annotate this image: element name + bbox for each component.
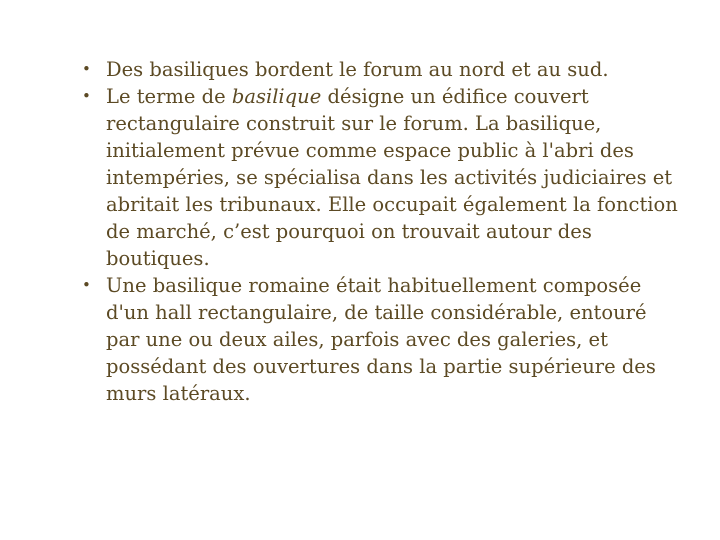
bullet-dot: •	[82, 276, 91, 294]
bullet-dot: •	[82, 87, 91, 105]
bullet-item-structure	[82, 272, 682, 407]
bullet-text-after: désigne un édifice couvert rectangulaire construit sur le forum. La basilique, initialement prévue comme espace public à l'abri des intempéries, se spécialisa dans les activités judiciaires et abritait les tribunaux. Elle occupait également la fonction de marché, c’est pourquoi on trouvait autour des boutiques.	[106, 85, 678, 270]
bullet-text: Une basilique romaine était habituellement composée d'un hall rectangulaire, de taille considérable, entouré par une ou deux ailes, parfois avec des galeries, et possédant des ouvertures dans la partie supérieure des murs latéraux.	[106, 274, 656, 405]
bullet-item-definition	[82, 83, 682, 272]
bullet-text-emphasis: basilique	[231, 85, 322, 108]
bullet-text-before: Le terme de	[106, 85, 232, 108]
bullet-text: Des basiliques bordent le forum au nord et au sud.	[106, 58, 609, 81]
bullet-item-forum	[82, 56, 682, 83]
bullet-dot: •	[82, 60, 91, 78]
bullet-list	[82, 56, 682, 407]
